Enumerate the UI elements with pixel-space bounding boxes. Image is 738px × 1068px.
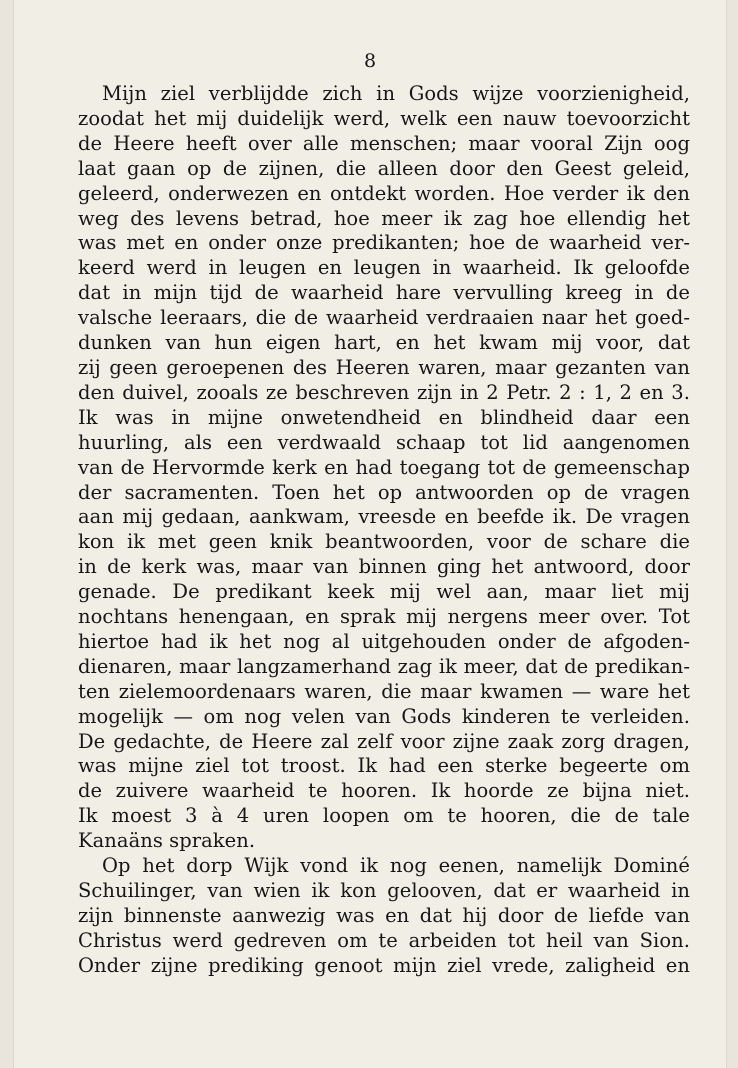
text-line: de Heere heeft over alle menschen; maar vooral Zijn oog bbox=[78, 131, 690, 155]
text-line: weg des levens betrad, hoe meer ik zag hoe ellendig het bbox=[78, 206, 690, 230]
book-page bbox=[14, 0, 726, 1068]
paragraph-2 bbox=[78, 854, 690, 979]
text-line: dat in mijn tijd de waarheid hare vervulling kreeg in de bbox=[78, 281, 690, 305]
text-line: in de kerk was, maar van binnen ging het antwoord, door bbox=[78, 555, 690, 579]
text-line: Christus werd gedreven om te arbeiden tot heil van Sion. bbox=[78, 928, 690, 952]
text-line: keerd werd in leugen en leugen in waarheid. Ik geloofde bbox=[78, 256, 690, 280]
text-line: Op het dorp Wijk vond ik nog eenen, namelijk Dominé bbox=[102, 854, 690, 878]
text-line: Mijn ziel verblijdde zich in Gods wijze voorzienigheid, bbox=[102, 82, 690, 105]
text-line: den duivel, zooals ze beschreven zijn in 2 Petr. 2 : 1, 2 en 3. bbox=[78, 380, 690, 404]
text-line: Ik moest 3 à 4 uren loopen om te hooren, die de tale bbox=[78, 804, 690, 828]
text-line: hiertoe had ik het nog al uitgehouden onder de afgoden- bbox=[78, 629, 690, 653]
text-line: zijn binnenste aanwezig was en dat hij door de liefde van bbox=[78, 903, 690, 927]
text-line: huurling, als een verdwaald schaap tot lid aangenomen bbox=[78, 430, 690, 454]
text-line: zoodat het mij duidelijk werd, welk een nauw toevoorzicht bbox=[78, 106, 690, 130]
text-line: Kanaäns spraken. bbox=[78, 829, 256, 853]
text-line: ten zielemoordenaars waren, die maar kwamen — ware het bbox=[78, 679, 690, 703]
text-line: Onder zijne prediking genoot mijn ziel vrede, zaligheid en bbox=[78, 953, 690, 977]
text-line: valsche leeraars, die de waarheid verdraaien naar het goed- bbox=[78, 306, 690, 330]
text-line: Schuilinger, van wien ik kon gelooven, dat er waarheid in bbox=[78, 879, 690, 902]
text-line: kon ik met geen knik beantwoorden, voor de schare die bbox=[78, 530, 690, 554]
text-line: aan mij gedaan, aankwam, vreesde en beefde ik. De vragen bbox=[78, 505, 690, 529]
text-line: was met en onder onze predikanten; hoe de waarheid ver- bbox=[78, 231, 690, 255]
text-line: nochtans henengaan, en sprak mij nergens meer over. Tot bbox=[78, 605, 690, 629]
text-line: laat gaan op de zijnen, die alleen door den Geest geleid, bbox=[78, 156, 690, 180]
text-line: was mijne ziel tot troost. Ik had een sterke begeerte om bbox=[78, 754, 690, 778]
text-line: dienaren, maar langzamerhand zag ik meer, dat de predikan- bbox=[78, 654, 690, 678]
text-line: geleerd, onderwezen en ontdekt worden. Hoe verder ik den bbox=[78, 181, 690, 205]
text-line: genade. De predikant keek mij wel aan, maar liet mij bbox=[78, 580, 690, 604]
text-line: van de Hervormde kerk en had toegang tot de gemeenschap bbox=[78, 455, 690, 479]
text-line: De gedachte, de Heere zal zelf voor zijne zaak zorg dragen, bbox=[78, 729, 690, 753]
text-line: dunken van hun eigen hart, en het kwam mij voor, dat bbox=[78, 331, 690, 355]
text-line: de zuivere waarheid te hooren. Ik hoorde ze bijna niet. bbox=[78, 779, 690, 803]
body-text bbox=[78, 82, 690, 979]
text-line: Ik was in mijne onwetendheid en blindheid daar een bbox=[78, 405, 690, 429]
text-line: zij geen geroepenen des Heeren waren, maar gezanten van bbox=[78, 355, 690, 379]
paragraph-1 bbox=[78, 82, 690, 854]
text-line: mogelijk — om nog velen van Gods kinderen te verleiden. bbox=[78, 704, 690, 728]
page-number: 8 bbox=[363, 50, 377, 72]
text-line: der sacramenten. Toen het op antwoorden op de vragen bbox=[78, 480, 690, 504]
